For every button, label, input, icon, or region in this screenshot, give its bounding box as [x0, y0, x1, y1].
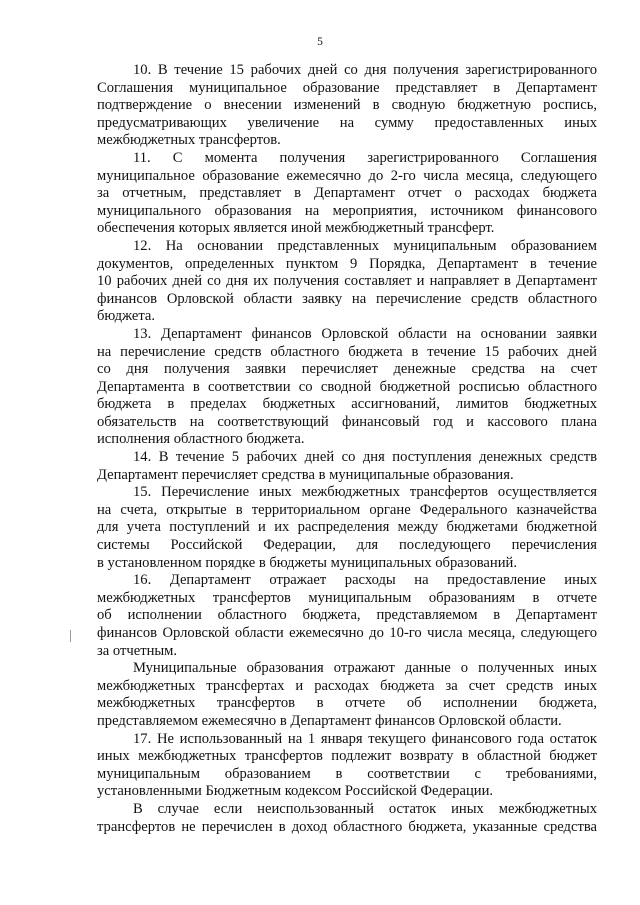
text-line: межбюджетных трансфертов в отчете об исполнении бюджета, [97, 695, 597, 712]
text-line: за отчетным. [97, 642, 178, 659]
paragraph [97, 484, 597, 572]
paragraph [97, 62, 597, 150]
text-line: Департамента в соответствии со сводной бюджетной росписью областного [97, 378, 597, 395]
text-line: иных межбюджетных трансфертов подлежит возврату в областной бюджет [97, 748, 597, 765]
text-line: установленными Бюджетным кодексом Российской Федерации. [97, 783, 494, 800]
text-line: представляемом ежемесячно в Департамент финансов Орловской области. [97, 712, 562, 729]
paragraph [97, 150, 597, 238]
document-body [97, 62, 597, 836]
text-line: бюджета в пределах бюджетных ассигнований, лимитов бюджетных [97, 396, 597, 413]
text-line: 10 рабочих дней со дня их получения составляет и направляет в Департамент [97, 273, 597, 290]
text-line: межбюджетных трансфертов муниципальным образованиям в отчете [97, 589, 597, 606]
paragraph [97, 238, 597, 326]
text-line: обязательств на соответствующий финансовый год и кассового плана [97, 413, 597, 430]
text-line: бюджета. [97, 308, 156, 325]
text-line: финансов Орловской области заявку на перечисление средств областного [97, 290, 597, 307]
text-line: муниципальным образованием в соответствии с требованиями, [97, 765, 597, 782]
text-line: в установленном порядке в бюджеты муниципальных образований. [97, 554, 517, 571]
text-line: межбюджетных трансфертах и расходах бюджета за счет средств иных [97, 677, 597, 694]
text-line: исполнения областного бюджета. [97, 431, 305, 448]
text-line: 15. Перечисление иных межбюджетных трансфертов осуществляется [133, 484, 597, 501]
text-line: трансфертов не перечислен в доход областного бюджета, указанные средства [97, 818, 597, 835]
text-line: документов, определенных пунктом 9 Порядка, Департамент в течение [97, 255, 597, 272]
paragraph [97, 326, 597, 449]
text-line: 16. Департамент отражает расходы на предоставление иных [133, 572, 597, 589]
text-line: со дня получения заявки перечисляет денежные средства на счет [97, 361, 597, 378]
paragraph [97, 801, 597, 836]
text-line: 10. В течение 15 рабочих дней со дня получения зарегистрированного [133, 62, 597, 78]
paragraph [97, 660, 597, 730]
text-line: Соглашения муниципальное образование представляет в Департамент [97, 79, 597, 96]
text-line: Департамент перечисляет средства в муниципальные образования. [97, 466, 514, 483]
text-line: системы Российской Федерации, для последующего перечисления [97, 537, 597, 554]
paragraph [97, 449, 597, 484]
text-line: 14. В течение 5 рабочих дней со дня поступления денежных средств [133, 449, 597, 466]
text-line: для учета поступлений и их распределения между бюджетами бюджетной [97, 519, 597, 536]
text-line: об исполнении областного бюджета, представляемом в Департамент [97, 607, 597, 624]
text-line: 12. На основании представленных муниципальным образованием [133, 237, 597, 254]
text-line: Муниципальные образования отражают данные о полученных иных [133, 660, 597, 677]
margin-mark [70, 630, 71, 642]
paragraph [97, 572, 597, 660]
text-line: за отчетным, представляет в Департамент отчет о расходах бюджета [97, 185, 597, 202]
text-line: финансов Орловской области ежемесячно до 10-го числа месяца, следующего [97, 625, 597, 641]
text-line: предусматривающих увеличение на сумму предоставленных иных [97, 114, 597, 131]
page-number: 5 [317, 36, 323, 48]
text-line: В случае если неиспользованный остаток иных межбюджетных [133, 800, 597, 817]
text-line: подтверждение о внесении изменений в сводную бюджетную роспись, [97, 97, 597, 114]
text-line: 11. С момента получения зарегистрированного Соглашения [133, 149, 597, 166]
paragraph [97, 731, 597, 801]
text-line: муниципальное образование ежемесячно до 2-го числа месяца, следующего [97, 167, 597, 184]
text-line: межбюджетных трансфертов. [97, 132, 281, 149]
text-line: 17. Не использованный на 1 января текущего финансового года остаток [133, 730, 597, 747]
text-line: на перечисление средств областного бюджета в течение 15 рабочих дней [97, 343, 597, 360]
text-line: муниципального образования на мероприятия, источником финансового [97, 202, 597, 219]
text-line: 13. Департамент финансов Орловской области на основании заявки [133, 325, 597, 342]
text-line: обеспечения которых является иной межбюджетный трансферт. [97, 220, 495, 237]
text-line: на счета, открытые в территориальном органе Федерального казначейства [97, 501, 597, 518]
